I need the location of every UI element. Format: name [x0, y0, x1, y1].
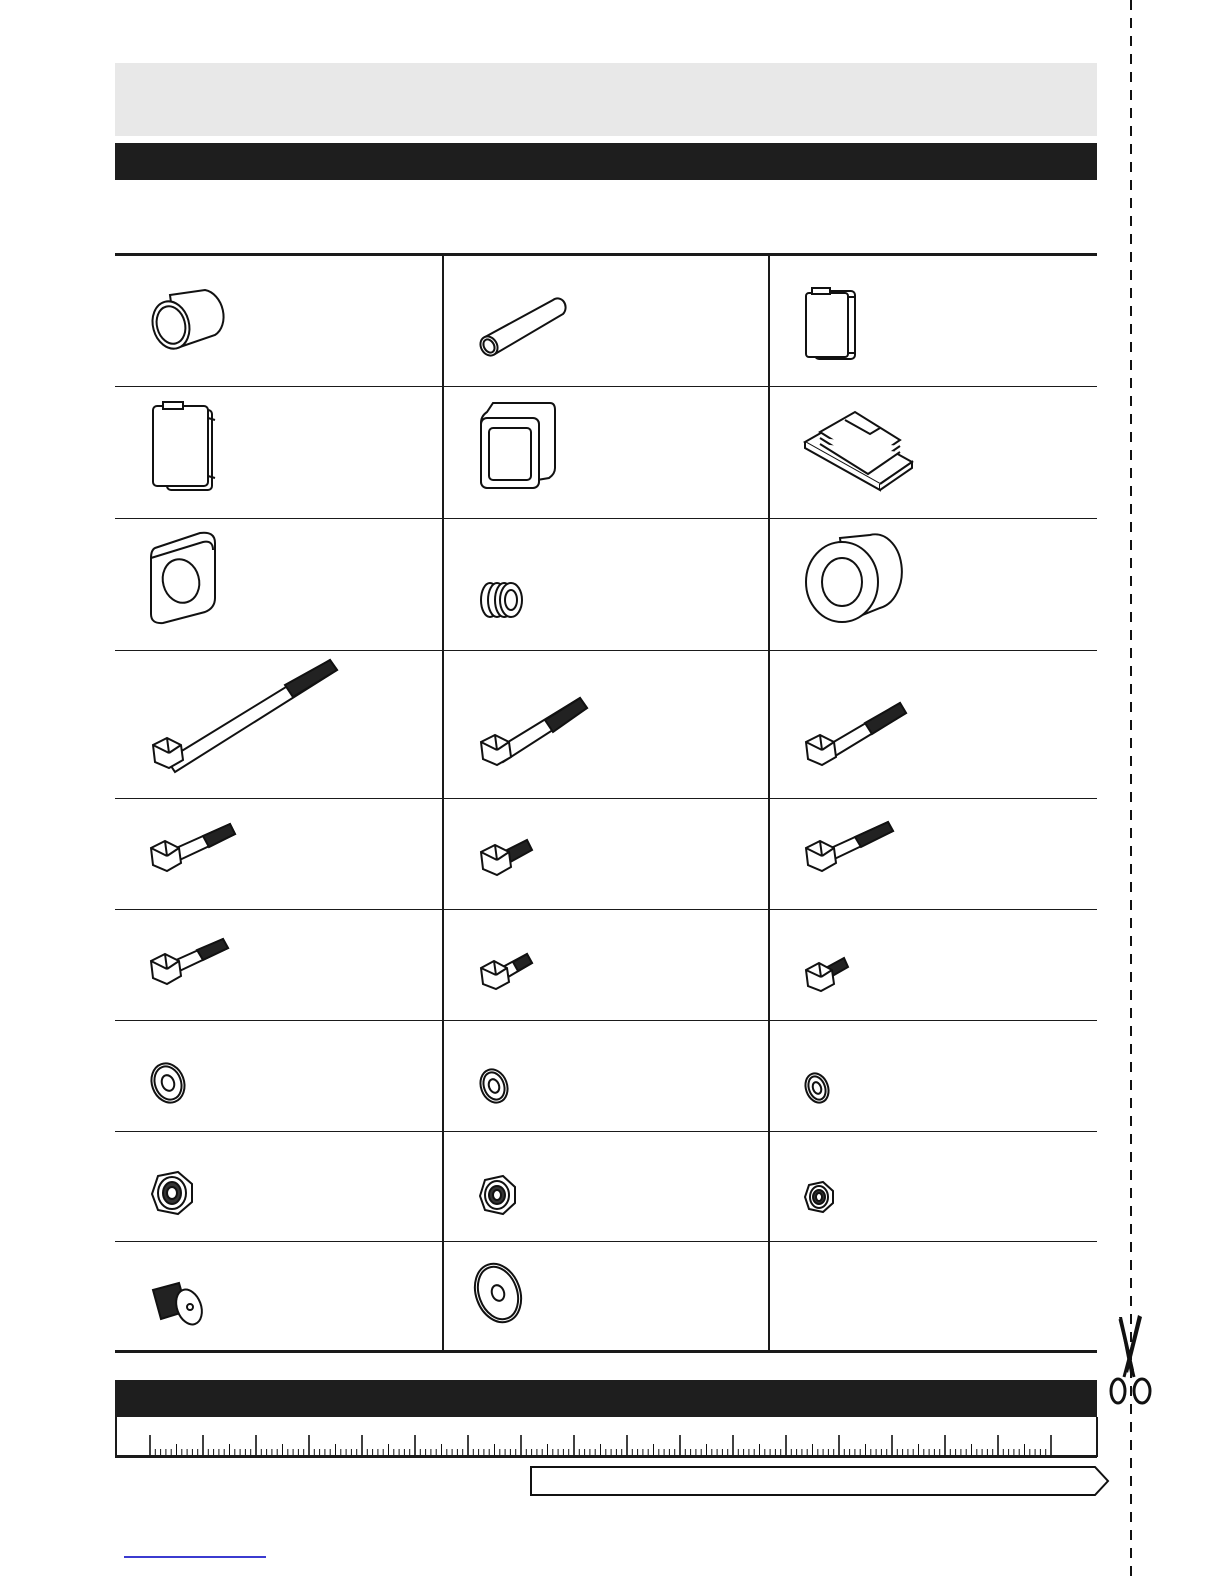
ribbed-bushing-icon [475, 575, 535, 625]
small-square-end-cap-icon [800, 285, 870, 365]
grid-column-divider [442, 256, 444, 1350]
hex-bolt-icon [145, 818, 255, 888]
section-title-bar [115, 143, 1097, 180]
medium-hex-bolt-b-icon [800, 695, 920, 780]
hex-bolt-small-icon [145, 933, 245, 998]
small-lock-nut-icon [802, 1180, 837, 1215]
long-hex-bolt-icon [145, 650, 345, 780]
stub-hex-bolt-icon [800, 952, 860, 997]
medium-hex-bolt-icon [475, 690, 605, 780]
large-round-spacer-icon [800, 530, 910, 630]
header-banner [115, 63, 1097, 136]
footer-link[interactable] [124, 1556, 266, 1558]
grid-row-divider [115, 798, 1097, 799]
square-tube-sleeve-icon [475, 398, 565, 493]
short-hex-bolt-small-icon [475, 948, 555, 998]
large-lock-nut-icon [148, 1168, 198, 1218]
flat-head-socket-screw-icon [145, 1275, 215, 1330]
arrow-banner [530, 1465, 1110, 1497]
large-square-end-cap-icon [145, 398, 230, 498]
tube-insert-icon [475, 292, 575, 367]
ruler-ticks [117, 1417, 1096, 1455]
scissors-icon [1104, 1315, 1154, 1405]
short-hex-bolt-icon [475, 830, 555, 890]
grid-bottom-rule [115, 1350, 1097, 1353]
grid-row-divider [115, 386, 1097, 387]
medium-washer-icon [477, 1066, 517, 1108]
small-washer-icon [802, 1070, 837, 1108]
grid-row-divider [115, 1020, 1097, 1021]
square-bushing-plate-icon [145, 528, 230, 628]
grid-column-divider [768, 256, 770, 1350]
fender-washer-icon [470, 1260, 530, 1330]
thin-hex-bolt-icon [800, 818, 910, 888]
grid-top-rule [115, 253, 1097, 256]
ruler-title-bar [115, 1380, 1097, 1417]
empty-part-cell [770, 1242, 1096, 1350]
large-washer-icon [148, 1060, 193, 1108]
grid-row-divider [115, 1131, 1097, 1132]
ruler-base-line [115, 1455, 1097, 1458]
medium-lock-nut-icon [476, 1173, 521, 1218]
grid-row-divider [115, 518, 1097, 519]
rectangular-end-cap-icon [800, 402, 920, 492]
grid-row-divider [115, 909, 1097, 910]
ruler [115, 1417, 1098, 1457]
round-sleeve-icon [145, 285, 235, 365]
